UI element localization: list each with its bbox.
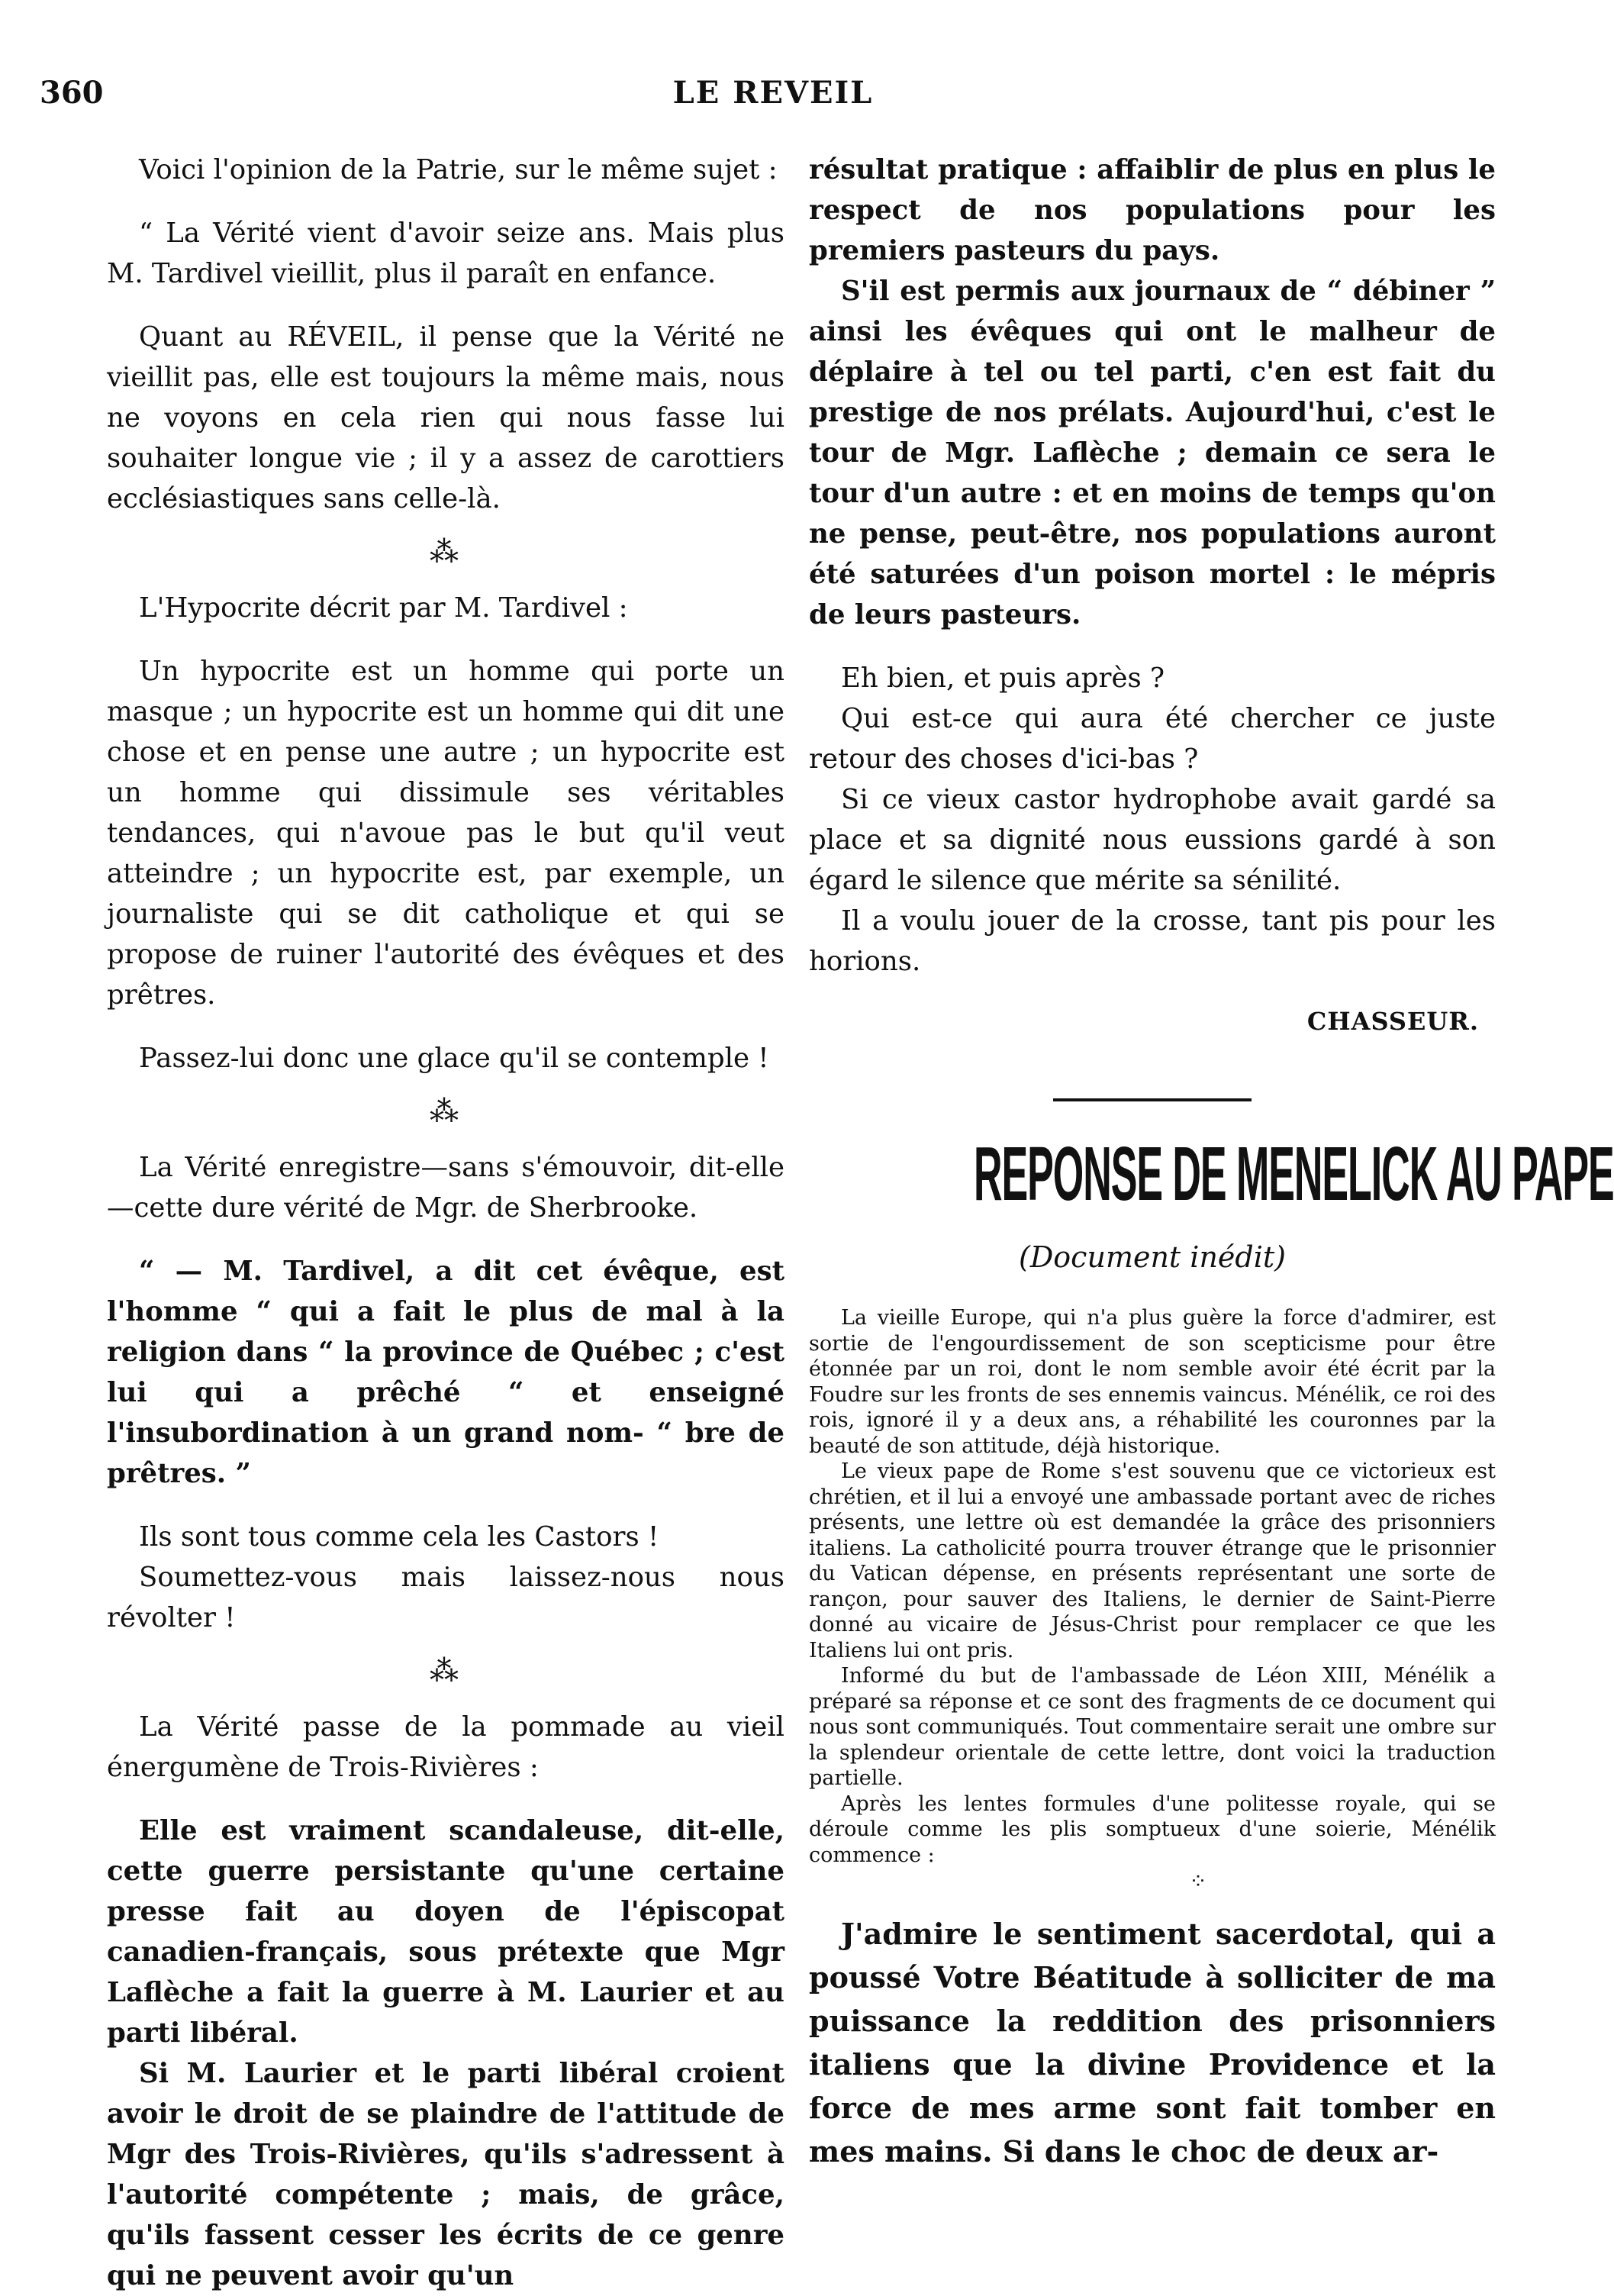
left-column (107, 150, 784, 2291)
paragraph: Soumettez-vous mais laissez-nous nous révolter ! (107, 1562, 784, 1633)
quoted-paragraph: S'il est permis aux journaux de “ débiner ” ainsi les évêques qui ont le malheur de déplaire à tel ou tel parti, c'en est fait du prestige de nos prélats. Aujourd'hui, c'est le tour de Mgr. Laflèche ; demain ce sera le tour d'un autre : et en moins de temps qu'on ne pense, peut-être, nos populations auront été saturées d'un poison mortel : le mépris de leurs pasteurs. (809, 276, 1496, 630)
section-separator: ⁂ (430, 1654, 462, 1688)
quoted-paragraph: Elle est vraiment scandaleuse, dit-elle, cette guerre persistante qu'une certaine presse fait au doyen de l'épiscopat canadien-français, sous prétexte que Mgr Laflèche a fait la guerre à M. Laurier et au parti libéral. (107, 1815, 784, 2049)
article-headline: REPONSE DE MENELICK AU PAPE (974, 1131, 1614, 1217)
section-separator: ⁂ (430, 1095, 462, 1128)
ornament-mark: ⁘ (1189, 1869, 1207, 1894)
paragraph: Voici l'opinion de la Patrie, sur le même sujet : (139, 154, 778, 185)
paragraph: La Vérité enregistre—sans s'émouvoir, dit-elle —cette dure vérité de Mgr. de Sherbrooke. (107, 1152, 784, 1224)
letter-paragraph: J'admire le sentiment sacerdotal, qui a poussé Votre Béatitude à solliciter de ma puissance la reddition des prisonniers italiens que la divine Providence et la force de mes arme sont fait tomber en mes mains. Si dans le choc de deux ar- (809, 1917, 1496, 2169)
paragraph: Qui est-ce qui aura été chercher ce juste retour des choses d'ici-bas ? (809, 703, 1496, 775)
section-separator: ⁂ (430, 535, 462, 569)
paragraph: L'Hypocrite décrit par M. Tardivel : (139, 592, 628, 624)
paragraph: Ils sont tous comme cela les Castors ! (139, 1521, 659, 1553)
paragraph: La Vérité passe de la pommade au vieil énergumène de Trois-Rivières : (107, 1711, 784, 1783)
quoted-paragraph: résultat pratique : affaiblir de plus en plus le respect de nos populations pour les premiers pasteurs du pays. (809, 154, 1496, 266)
article-subhead: (Document inédit) (1019, 1240, 1286, 1274)
running-title: LE REVEIL (672, 75, 874, 111)
page-number: 360 (40, 75, 104, 111)
paragraph: Quant au RÉVEIL, il pense que la Vérité ne vieillit pas, elle est toujours la même mais, nous ne voyons en cela rien qui nous fasse lui souhaiter longue vie ; il y a assez de carottiers ecclésiastiques sans celle-là. (107, 321, 784, 514)
intro-paragraph: La vieille Europe, qui n'a plus guère la force d'admirer, est sortie de l'engourdissement de son scepticisme pour être étonnée par un roi, dont le nom semble avoir été écrit par la Foudre sur les fronts de ses ennemis vaincus. Ménélik, ce roi des rois, ignoré il y a deux ans, a réhabilité les couronnes par la beauté de son attitude, déjà historique. (809, 1306, 1496, 1458)
intro-paragraph: Après les lentes formules d'une politesse royale, qui se déroule comme les plis somptueux d'une soierie, Ménélik commence : (809, 1791, 1496, 1867)
signature: CHASSEUR. (1306, 1007, 1479, 1036)
paragraph: Si ce vieux castor hydrophobe avait gardé sa place et sa dignité nous eussions gardé à son égard le silence que mérite sa sénilité. (809, 784, 1496, 896)
paragraph: Eh bien, et puis après ? (841, 663, 1165, 694)
right-column (809, 150, 1614, 2169)
intro-paragraph: Informé du but de l'ambassade de Léon XIII, Ménélik a préparé sa réponse et ce sont des fragments de ce document qui nous sont communiqués. Tout commentaire serait une ombre sur la splendeur orientale de cette lettre, dont voici la traduction partielle. (809, 1664, 1496, 1790)
quoted-paragraph: “ La Vérité vient d'avoir seize ans. Mais plus M. Tardivel vieillit, plus il paraît en enfance. (107, 218, 784, 289)
quoted-paragraph: “ — M. Tardivel, a dit cet évêque, est l'homme “ qui a fait le plus de mal à la religion dans “ la province de Québec ; c'est lui qui a prêché “ et enseigné l'insubordination à un grand nom- “ bre de prêtres. ” (107, 1256, 784, 1489)
paragraph: Passez-lui donc une glace qu'il se contemple ! (139, 1043, 769, 1074)
intro-paragraph: Le vieux pape de Rome s'est souvenu que ce victorieux est chrétien, et il lui a envoyé une ambassade portant avec de riches présents, une lettre où est demandée la grâce des prisonniers italiens. La catholicité pourra trouver étrange que le prisonnier du Vatican dépense, en présents représentant une sorte de rançon, pour sauver des Italiens, le dernier de Saint-Pierre donné au vicaire de Jésus-Christ pour remplacer ce que les Italiens lui ont pris. (809, 1459, 1496, 1662)
divider (1053, 1098, 1252, 1101)
quoted-paragraph: Un hypocrite est un homme qui porte un masque ; un hypocrite est un homme qui dit une chose et en pense une autre ; un hypocrite est un homme qui dissimule ses véritables tendances, qui n'avoue pas le but qu'il veut atteindre ; un hypocrite est, par exemple, un journaliste qui se dit catholique et qui se propose de ruiner l'autorité des évêques et des prêtres. (107, 656, 784, 1011)
paragraph: Il a voulu jouer de la crosse, tant pis pour les horions. (809, 905, 1496, 977)
quoted-paragraph: Si M. Laurier et le parti libéral croient avoir le droit de se plaindre de l'attitude de Mgr des Trois-Rivières, qu'ils s'adressent à l'autorité compétente ; mais, de grâce, qu'ils fassent cesser les écrits de ce genre qui ne peuvent avoir qu'un (107, 2058, 784, 2291)
